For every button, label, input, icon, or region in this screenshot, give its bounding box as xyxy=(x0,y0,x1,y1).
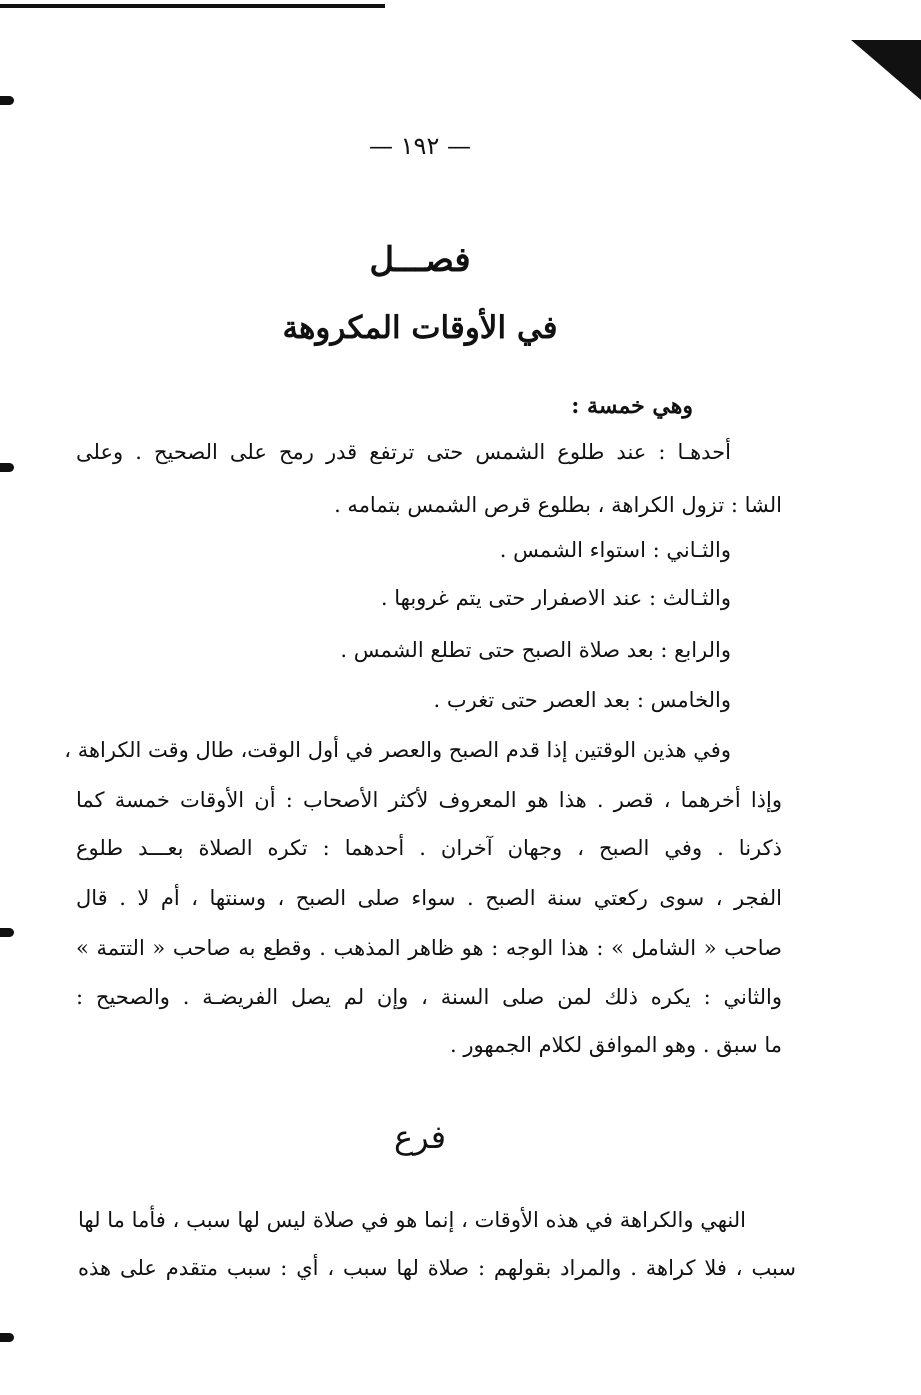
text-line: وفي هذين الوقتين إذا قدم الصبح والعصر في أول الوقت، طال وقت الكراهة ، xyxy=(64,738,731,762)
binding-hole-mark xyxy=(0,1333,14,1342)
scan-corner-mark xyxy=(851,40,921,100)
page-number: — ١٩٢ — xyxy=(369,132,471,160)
text-line: وإذا أخرهما ، قصر . هذا هو المعروف لأكثر الأصحاب : أن الأوقات خمسة كما xyxy=(76,788,782,812)
section-subtitle: في الأوقات المكروهة xyxy=(282,310,558,346)
text-line: والثـاني : استواء الشمس . xyxy=(499,538,731,562)
binding-hole-mark xyxy=(0,96,14,105)
text-line: والخامس : بعد العصر حتى تغرب . xyxy=(433,688,731,712)
text-line: سبب ، فلا كراهة . والمراد بقولهم : صلاة لها سبب ، أي : سبب متقدم على هذه xyxy=(78,1256,796,1280)
text-line: والثاني : يكره ذلك لمن صلى السنة ، وإن لم يصل الفريضـة . والصحيح : xyxy=(76,985,782,1009)
section-title: فصـــل xyxy=(369,240,471,280)
intro-line: وهي خمسة : xyxy=(571,393,693,419)
scan-edge-line xyxy=(0,4,385,8)
subsection-title: فرع xyxy=(393,1118,447,1156)
text-line: أحدهـا : عند طلوع الشمس حتى ترتفع قدر رمح على الصحيح . وعلى xyxy=(76,440,731,464)
text-line: صاحب « الشامل » : هذا الوجه : هو ظاهر المذهب . وقطع به صاحب « التتمة » xyxy=(76,936,782,960)
binding-hole-mark xyxy=(0,928,14,937)
text-line: والثـالث : عند الاصفرار حتى يتم غروبها . xyxy=(380,586,731,610)
text-line: ذكرنا . وفي الصبح ، وجهان آخران . أحدهما : تكره الصلاة بعـــد طلوع xyxy=(76,836,782,860)
text-line: ما سبق . وهو الموافق لكلام الجمهور . xyxy=(450,1033,782,1057)
text-line: الشا : تزول الكراهة ، بطلوع قرص الشمس بتمامه . xyxy=(334,493,782,517)
text-line: النهي والكراهة في هذه الأوقات ، إنما هو في صلاة ليس لها سبب ، فأما ما لها xyxy=(78,1208,746,1232)
text-line: والرابع : بعد صلاة الصبح حتى تطلع الشمس . xyxy=(340,638,731,662)
binding-hole-mark xyxy=(0,463,14,472)
text-line: الفجر ، سوى ركعتي سنة الصبح . سواء صلى الصبح ، وسنتها ، أم لا . قال xyxy=(76,886,782,910)
